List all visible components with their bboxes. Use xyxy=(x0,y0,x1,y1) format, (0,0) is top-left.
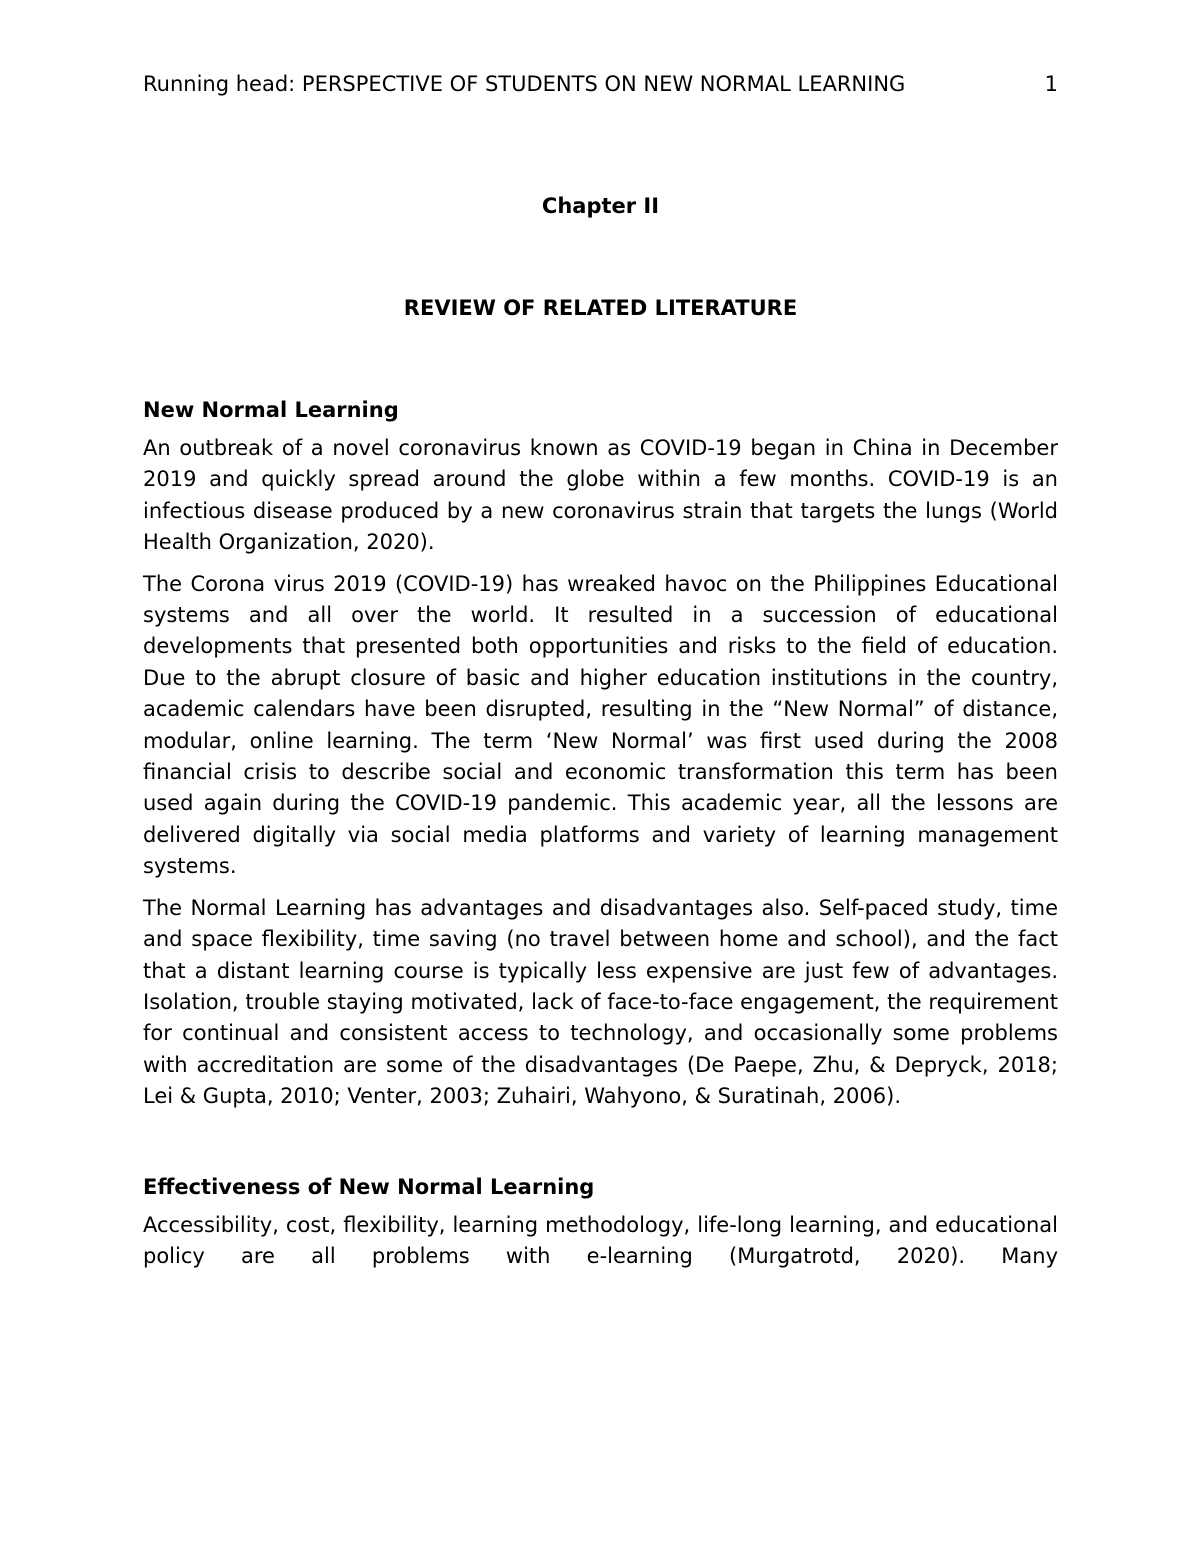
paragraph: The Corona virus 2019 (COVID-19) has wreaked havoc on the Philippines Educational systems and all over the world. It resulted in a succession of educational developments that presented both opportunities and risks to the field of education. Due to the abrupt closure of basic and higher education institutions in the country, academic calendars have been disrupted, resulting in the “New Normal” of distance, modular, online learning. The term ‘New Normal’ was first used during the 2008 financial crisis to describe social and economic transformation this term has been used again during the COVID-19 pandemic. This academic year, all the lessons are delivered digitally via social media platforms and variety of learning management systems. xyxy=(143,571,1058,879)
section-effectiveness-of-new-normal-learning xyxy=(143,1172,1058,1273)
section-heading: Effectiveness of New Normal Learning xyxy=(143,1174,595,1199)
running-head xyxy=(143,70,1058,98)
section-heading: New Normal Learning xyxy=(143,398,399,422)
document-body xyxy=(143,191,1058,1272)
chapter-label: Chapter II xyxy=(541,194,660,218)
paragraph: An outbreak of a novel coronavirus known as COVID-19 began in China in December 2019 and quickly spread around the globe within a few months. COVID-19 is an infectious disease produced by a new coronavirus strain that targets the lungs (World Health Organization, 2020). xyxy=(143,436,1058,555)
running-head-text: Running head: PERSPECTIVE OF STUDENTS ON NEW NORMAL LEARNING xyxy=(143,72,906,96)
paragraph: The Normal Learning has advantages and disadvantages also. Self-paced study, time and space flexibility, time saving (no travel between home and school), and the fact that a distant learning course is typically less expensive are just few of advantages. Isolation, trouble staying motivated, lack of face-to-face engagement, the requirement for continual and consistent access to technology, and occasionally some problems with accreditation are some of the disadvantages (De Paepe, Zhu, & Depryck, 2018; Lei & Gupta, 2010; Venter, 2003; Zuhairi, Wahyono, & Suratinah, 2006). xyxy=(143,895,1058,1109)
chapter-title: REVIEW OF RELATED LITERATURE xyxy=(403,296,798,320)
page-number: 1 xyxy=(1044,72,1058,96)
paragraph: Accessibility, cost, flexibility, learning methodology, life-long learning, and educational policy are all problems with e-learning (Murgatrotd, 2020). Many xyxy=(143,1212,1058,1268)
section-new-normal-learning xyxy=(143,395,1058,1113)
